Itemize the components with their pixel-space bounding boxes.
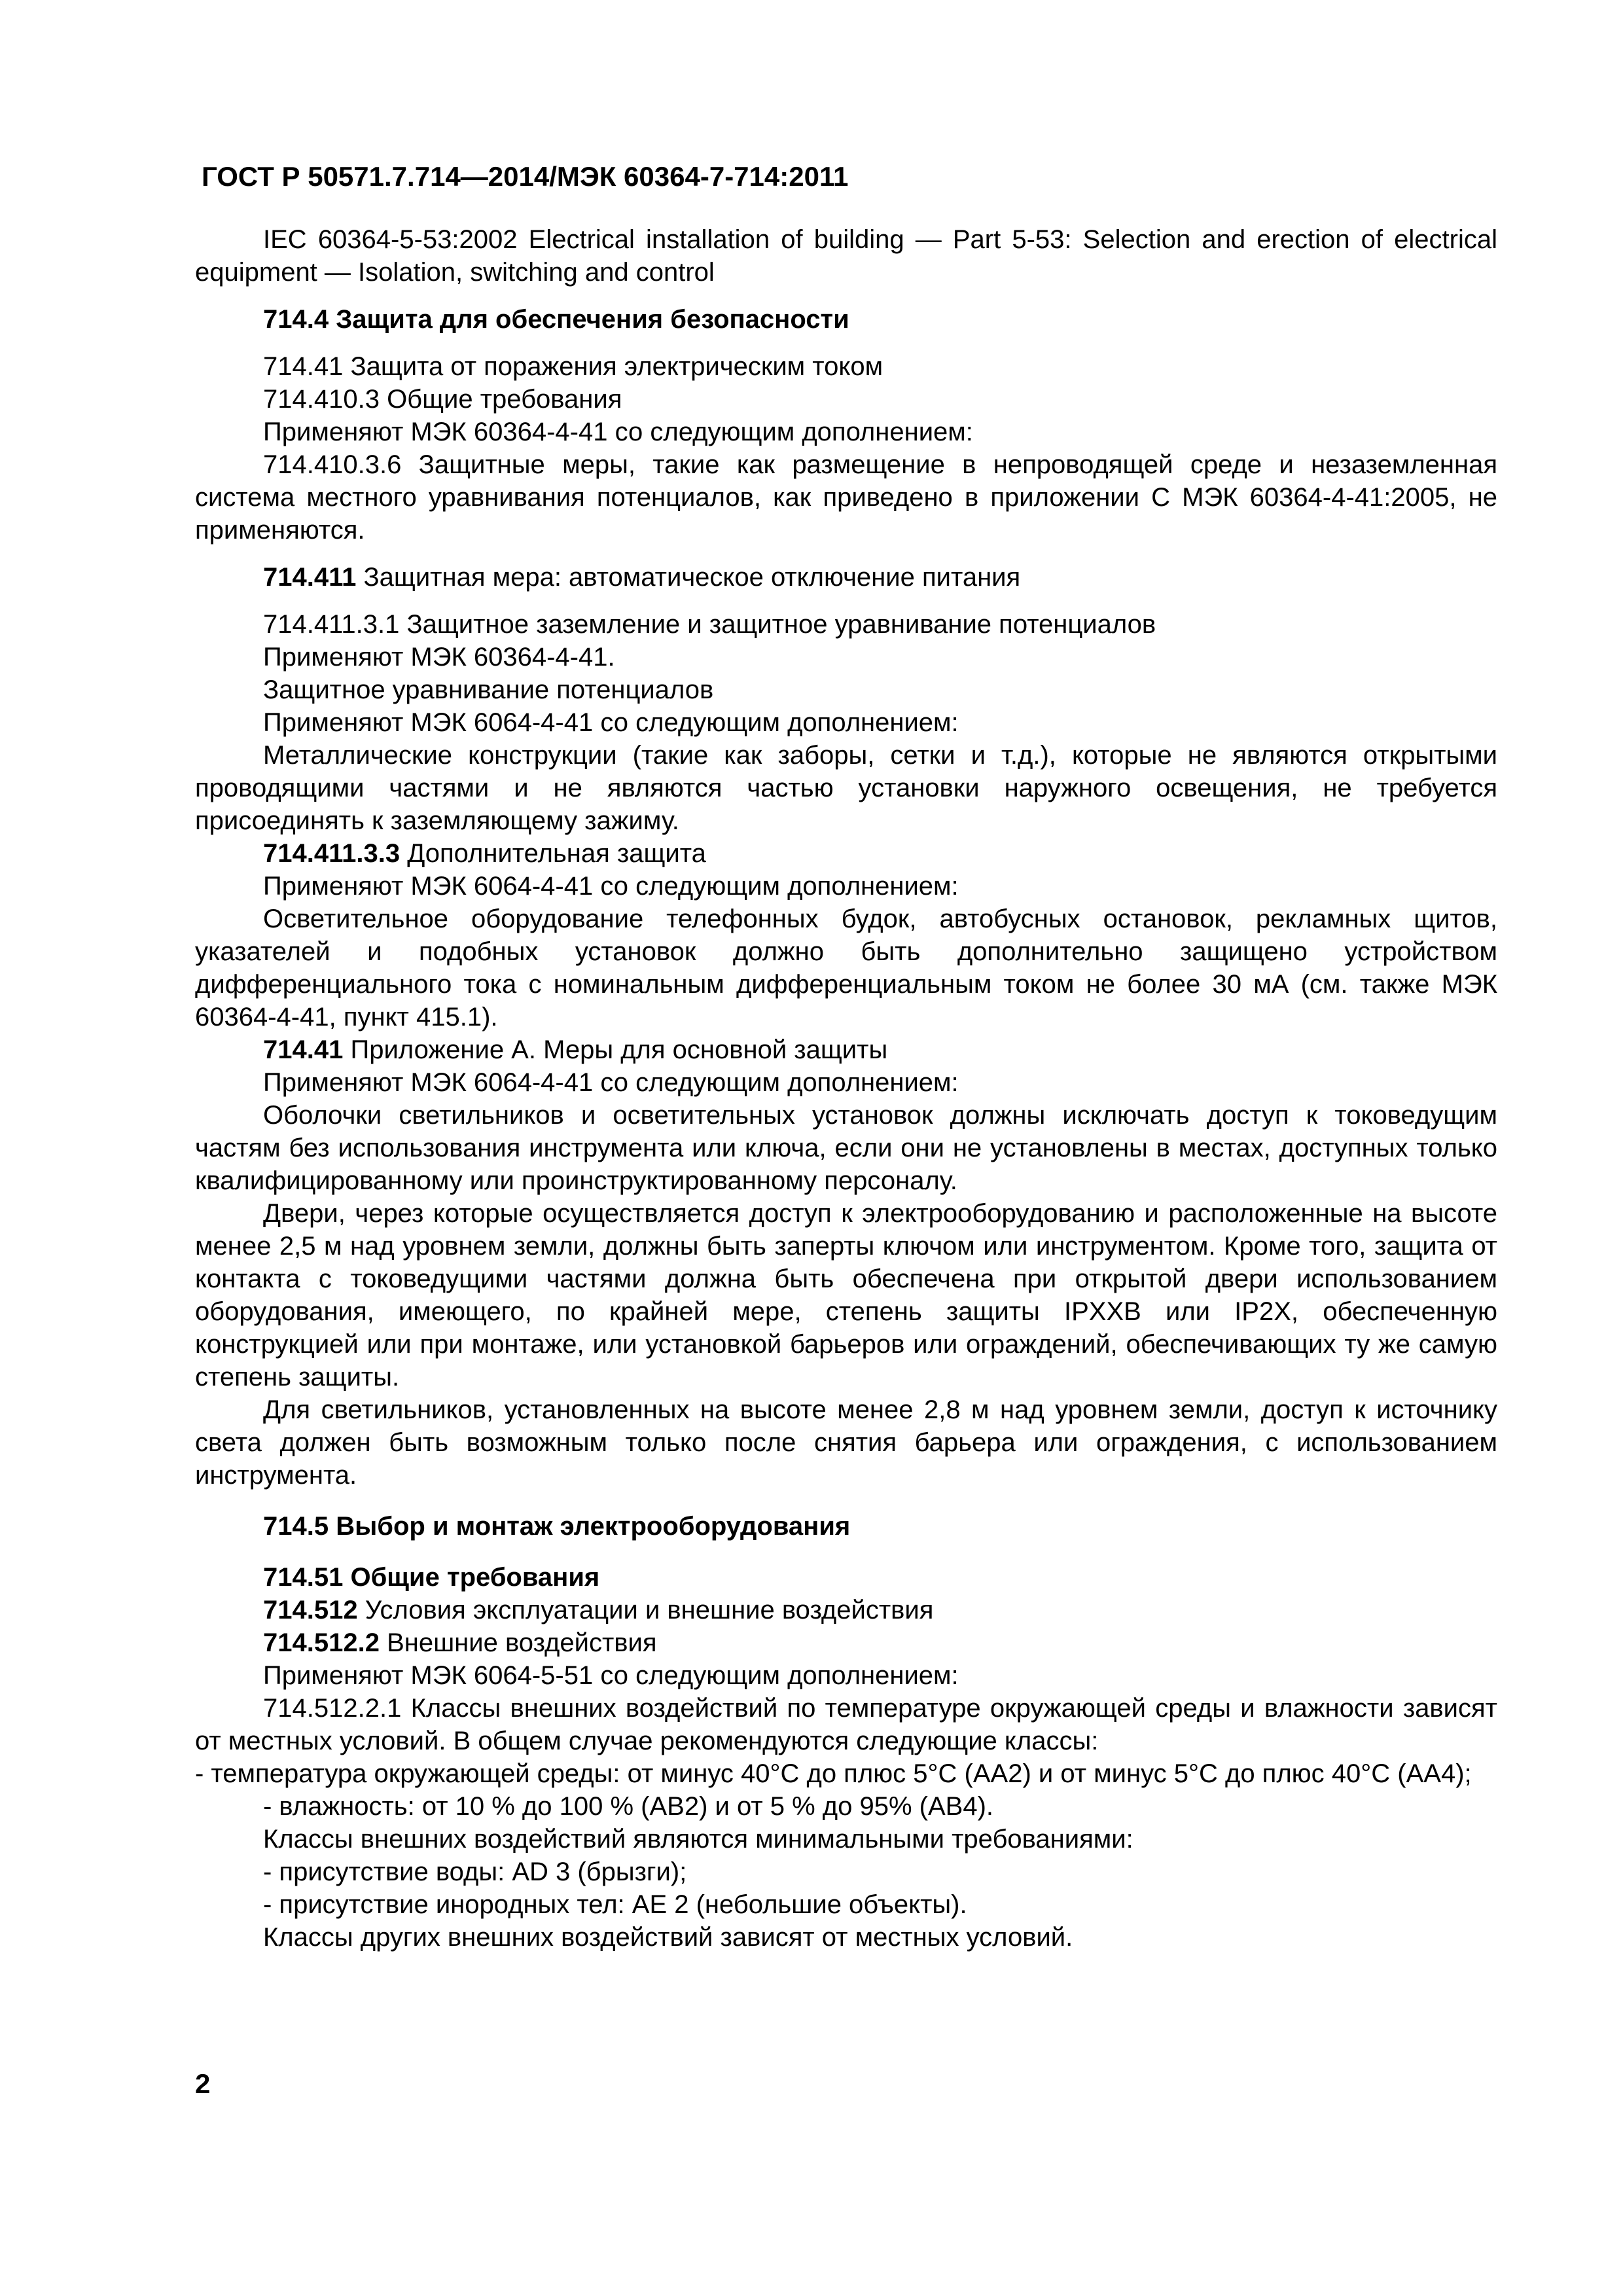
- section-heading-714-51: 714.51 Общие требования: [263, 1563, 600, 1592]
- paragraph: Классы внешних воздействий являются минимальными требованиями:: [263, 1825, 1133, 1854]
- clause-number: 714.512: [263, 1596, 358, 1624]
- paragraph: Двери, через которые осуществляется доступ к электрооборудованию и расположенные на высоте менее 2,5 м над уровнем земли, должны быть заперты ключом или инструментом. Кроме того, защита от контакта с токоведущими частями должна быть обеспечена при открытой двери использованием оборудования, имеющего, по крайней мере, степень защиты IPXXB или IP2X, обеспеченную конструкцией или при монтаже, или установкой барьеров или ограждений, обеспечивающих ту же самую степень защиты.: [195, 1199, 1497, 1391]
- section-heading-714-4: 714.4 Защита для обеспечения безопасности: [263, 305, 849, 334]
- section-heading-714-5: 714.5 Выбор и монтаж электрооборудования: [263, 1512, 851, 1541]
- paragraph: Металлические конструкции (такие как заборы, сетки и т.д.), которые не являются открытыми проводящими частями и не являются частью установки наружного освещения, не требуется присоединять к заземляющему зажиму.: [195, 741, 1497, 835]
- list-item: - температура окружающей среды: от минус 40°С до плюс 5°С (АА2) и от минус 5°С до плюс 40°С (АА4);: [195, 1759, 1472, 1788]
- list-item: - влажность: от 10 % до 100 % (АВ2) и от 5 % до 95% (АВ4).: [263, 1792, 994, 1821]
- paragraph: Применяют МЭК 60364-4-41.: [263, 643, 615, 672]
- list-item: - присутствие инородных тел: АЕ 2 (небольшие объекты).: [263, 1890, 967, 1919]
- paragraph: Применяют МЭК 60364-4-41 со следующим дополнением:: [263, 418, 973, 446]
- paragraph: Применяют МЭК 6064-5-51 со следующим дополнением:: [263, 1661, 959, 1690]
- list-item: - присутствие воды: AD 3 (брызги);: [263, 1857, 687, 1886]
- clause-number: 714.411: [263, 563, 357, 592]
- clause-number: 714.411.3.3: [263, 839, 401, 868]
- paragraph: Применяют МЭК 6064-4-41 со следующим дополнением:: [263, 1068, 959, 1097]
- paragraph: 714.411 Защитная мера: автоматическое отключение питания: [263, 563, 1021, 592]
- paragraph: Классы других внешних воздействий зависят от местных условий.: [263, 1923, 1073, 1952]
- paragraph: Осветительное оборудование телефонных будок, автобусных остановок, рекламных щитов, указателей и подобных установок должно быть дополнительно защищено устройством дифференциального тока с номинальным дифференциальным током не более 30 мА (см. также МЭК 60364-4-41, пункт 415.1).: [195, 905, 1497, 1031]
- paragraph: 714.410.3.6 Защитные меры, такие как размещение в непроводящей среде и незаземленная система местного уравнивания потенциалов, как приведено в приложении С МЭК 60364-4-41:2005, не применяются.: [195, 450, 1497, 545]
- paragraph: 714.410.3 Общие требования: [263, 385, 622, 414]
- paragraph: 714.512.2 Внешние воздействия: [263, 1628, 657, 1657]
- paragraph: 714.512.2.1 Классы внешних воздействий по температуре окружающей среды и влажности зависят от местных условий. В общем случае рекомендуются следующие классы:: [195, 1694, 1497, 1755]
- paragraph: 714.411.3.1 Защитное заземление и защитное уравнивание потенциалов: [263, 610, 1156, 639]
- paragraph: Применяют МЭК 6064-4-41 со следующим дополнением:: [263, 872, 959, 901]
- clause-number: 714.41: [263, 1035, 344, 1064]
- paragraph: Оболочки светильников и осветительных установок должны исключать доступ к токоведущим частям без использования инструмента или ключа, если они не установлены в местах, доступных только квалифицированному или проинструктированному персоналу.: [195, 1101, 1497, 1195]
- document-header: ГОСТ Р 50571.7.714—2014/МЭК 60364-7-714:2011: [202, 161, 849, 192]
- document-page: [195, 160, 1497, 1954]
- paragraph: 714.41 Приложение А. Меры для основной защиты: [263, 1035, 888, 1064]
- paragraph: Для светильников, установленных на высоте менее 2,8 м над уровнем земли, доступ к источнику света должен быть возможным только после снятия барьера или ограждения, с использованием инструмента.: [195, 1395, 1497, 1490]
- paragraph: Защитное уравнивание потенциалов: [263, 675, 714, 704]
- reference-paragraph: IEC 60364-5-53:2002 Electrical installation of building — Part 5-53: Selection and erection of electrical equipment — Isolation, switching and control: [195, 225, 1497, 287]
- paragraph: 714.411.3.3 Дополнительная защита: [263, 839, 706, 868]
- paragraph: Применяют МЭК 6064-4-41 со следующим дополнением:: [263, 708, 959, 737]
- paragraph: 714.512 Условия эксплуатации и внешние воздействия: [263, 1596, 934, 1624]
- page-number: 2: [195, 2068, 211, 2099]
- clause-number: 714.512.2: [263, 1628, 380, 1657]
- paragraph: 714.41 Защита от поражения электрическим током: [263, 352, 883, 381]
